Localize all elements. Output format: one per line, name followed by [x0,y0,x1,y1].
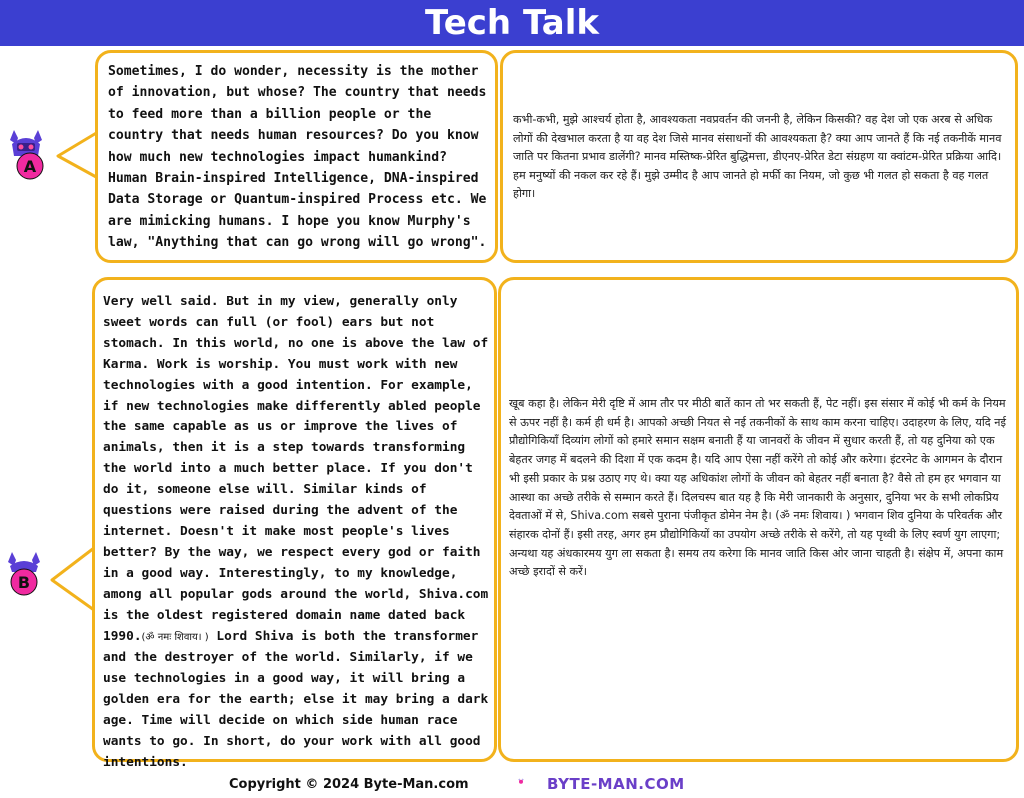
speaker-a-label: A [23,157,37,176]
page-title: Tech Talk [425,3,599,43]
speaker-a-hindi-bubble [500,50,1018,263]
byteman-logo-icon [518,766,548,796]
speaker-b-english-part2: Lord Shiva is both the transformer and the destroyer of the world. Similarly, if we use technologies in a good way, it will bring a golden era for the earth; else it may bring a dark age. Time will decide on which side human race wants to go. In short, do your work with all good intentions. [103,628,489,770]
speaker-b-english-part1: Very well said. But in my view, generally only sweet words can full (or fool) ears but not stomach. In this world, no one is above the law of Karma. Work is worship. You must work with new technologies with a good intention. For example, if new technologies make differently abled people the same capable as us or improve the lives of animals, then it is a step towards transforming the world into a much better place. If you don't do it, someone else will. Similar kinds of questions were raised during the advent of the internet. Doesn't it make most people's lives better? By the way, we respect every god or faith in a good way. Interestingly, to my knowledge, among all popular gods around the world, Shiva.com is the oldest registered domain name dated back 1990. [103,294,489,644]
speaker-b-hindi-text: खूब कहा है। लेकिन मेरी दृष्टि में आम तौर पर मीठी बातें कान तो भर सकती हैं, पेट नहीं। इस संसार में कोई भी कर्म के नियम से ऊपर नहीं है। कर्म ही धर्म है। आपको अच्छी नियत से नई तकनीकों के साथ काम करना चाहिए। उदाहरण के लिए, यदि नई प्रौद्योगिकियाँ दिव्यांग लोगों को हमारे समान सक्षम बनाती हैं या जानवरों के जीवन में सुधार करती हैं, तो यह दुनिया को एक बेहतर जगह में बदलने की दिशा में एक कदम है। यदि आप ऐसा नहीं करेंगे तो कोई और करेगा। इंटरनेट के आगमन के दौरान भी इसी प्रकार के प्रश्न उठाए गए थे। क्या यह अधिकांश लोगों के जीवन को बेहतर नहीं बनाता है? वैसे तो हम हर भगवान या आस्था का अच्छे तरीके से सम्मान करते हैं। दिलचस्प बात यह है कि मेरी जानकारी के अनुसार, दुनिया भर के सभी लोकप्रिय देवताओं में से, Shiva.com सबसे पुराना पंजीकृत डोमेन नेम है। (ॐ नमः शिवाय। ) भगवान शिव दुनिया के परिवर्तक और संहारक दोनों हैं। इसी तरह, अगर हम प्रौद्योगिकियों का उपयोग अच्छे तरीके से करेंगे, तो यह पृथ्वी के लिए स्वर्ण युग लाएगा; अन्यथा यह अंधकारमय युग ला सकता है। समय तय करेगा कि मानव जाति किस ओर जाना चाहती है। संक्षेप में, अपना काम अच्छे इरादों से करें। [509,397,1006,579]
brand-link[interactable]: BYTE-MAN.COM [547,775,685,793]
copyright-text: Copyright © 2024 Byte-Man.com [229,777,469,792]
speaker-b-english-text [103,292,495,774]
bubble-tail-a [40,110,100,200]
speaker-a-english-bubble [95,50,498,263]
header-bar [0,0,1024,46]
speaker-b-english-bubble [92,277,497,770]
speaker-b-hindi-bubble [498,277,1019,762]
speaker-b-mantra: (ॐ नमः शिवाय। ) [141,631,209,643]
speaker-b-label: B [17,573,31,592]
speaker-a-hindi-text: कभी-कभी, मुझे आश्चर्य होता है, आवश्यकता नवप्रवर्तन की जननी है, लेकिन किसकी? वह देश जो एक अरब से अधिक लोगों की देखभाल करता है या वह देश जिसे मानव संसाधनों की आवश्यकता है? क्या आप जानते हैं कि नई तकनीकें मानव जाति पर कितना प्रभाव डालेंगी? मानव मस्तिष्क-प्रेरित बुद्धिमत्ता, डीएनए-प्रेरित डेटा संग्रहण या क्वांटम-प्रेरित प्रक्रिया आदि। हम मनुष्यों की नकल कर रहे हैं। मुझे उम्मीद है आप जानते हो मर्फी का नियम, जो कुछ भी गलत हो सकता है वह गलत होगा। [513,113,1002,201]
bubble-tail-b [36,534,96,624]
speaker-a-english-text: Sometimes, I do wonder, necessity is the mother of innovation, but whose? The country that needs to feed more than a billion people or the country that needs human resources? Do you know how much new technologies impact humankind? Human Brain-inspired Intelligence, DNA-inspired Data Storage or Quantum-inspired Process etc. We are mimicking humans. I hope you know Murphy's law, "Anything that can go wrong will go wrong". [108,64,487,251]
